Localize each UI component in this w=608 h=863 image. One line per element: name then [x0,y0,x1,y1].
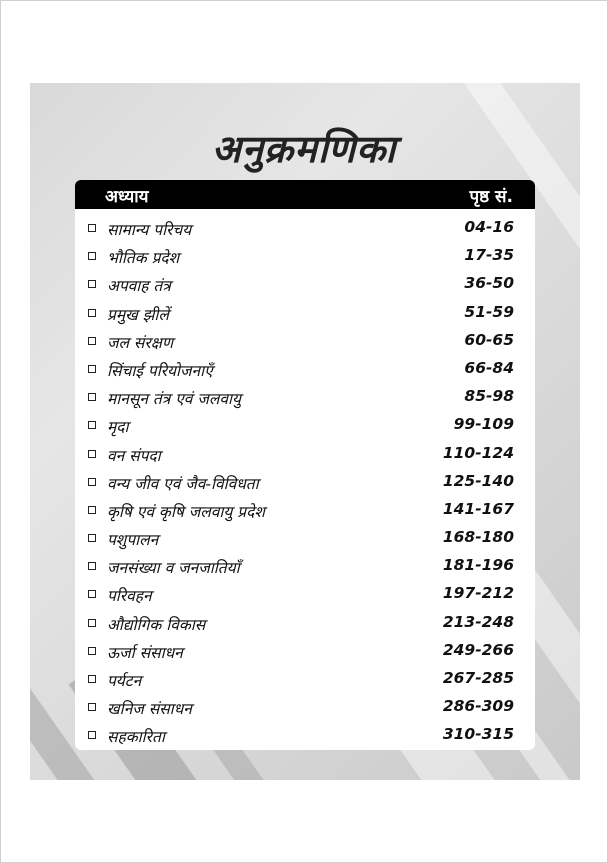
page-range: 04-16 [464,218,514,236]
contents-card [75,180,535,750]
contents-row[interactable] [75,329,535,357]
checkbox-square-icon [88,675,96,683]
chapter-title: जनसंख्या व जनजातियाँ [107,559,240,578]
contents-row[interactable] [75,723,535,751]
contents-row[interactable] [75,357,535,385]
page-range: 60-65 [464,330,514,349]
contents-row[interactable] [75,216,535,244]
page-range: 125-140 [442,471,514,490]
contents-row[interactable] [75,470,535,498]
contents-row[interactable] [75,639,535,667]
chapter-title: सामान्य परिचय [107,221,192,239]
chapter-title: जल संरक्षण [107,333,174,352]
chapter-title: सहकारिता [107,728,165,747]
page-range: 213-248 [442,612,514,631]
chapter-title: ऊर्जा संसाधन [107,643,183,662]
page-range: 181-196 [442,556,514,575]
checkbox-square-icon [88,506,96,514]
contents-row[interactable] [75,526,535,554]
chapter-title: मृदा [107,418,129,437]
contents-row[interactable] [75,582,535,610]
checkbox-square-icon [88,393,96,401]
chapter-title: मानसून तंत्र एवं जलवायु [107,390,241,409]
page-range: 267-285 [442,669,514,687]
contents-row[interactable] [75,498,535,526]
chapter-title: सिंचाई परियोजनाएँ [107,361,213,380]
contents-row[interactable] [75,554,535,582]
chapter-title: खनिज संसाधन [107,700,192,719]
checkbox-square-icon [88,309,96,317]
contents-row[interactable] [75,611,535,639]
page-range: 286-309 [442,697,514,716]
checkbox-square-icon [88,365,96,373]
chapter-title: वन्य जीव एवं जैव-विविधता [107,474,259,493]
page-range: 17-35 [464,246,514,265]
chapter-title: कृषि एवं कृषि जलवायु प्रदेश [107,502,265,521]
contents-row[interactable] [75,667,535,695]
checkbox-square-icon [88,590,96,598]
checkbox-square-icon [88,731,96,739]
checkbox-square-icon [88,562,96,570]
checkbox-square-icon [88,450,96,458]
chapter-title: पशुपालन [107,531,159,550]
page-range: 197-212 [442,584,514,603]
checkbox-square-icon [88,252,96,260]
checkbox-square-icon [88,534,96,542]
checkbox-square-icon [88,421,96,429]
page-range: 141-167 [442,499,514,518]
checkbox-square-icon [88,647,96,655]
contents-list [75,216,535,752]
contents-row[interactable] [75,385,535,413]
chapter-title: परिवहन [107,587,152,606]
checkbox-square-icon [88,337,96,345]
page-range: 310-315 [442,725,514,744]
checkbox-square-icon [88,619,96,627]
contents-row[interactable] [75,695,535,723]
chapter-title: औद्योगिक विकास [107,615,206,634]
chapter-title: भौतिक प्रदेश [107,249,180,268]
contents-row[interactable] [75,442,535,470]
chapter-title: वन संपदा [107,446,161,465]
checkbox-square-icon [88,478,96,486]
contents-header [75,180,535,209]
contents-row[interactable] [75,272,535,300]
page-range: 85-98 [464,387,514,406]
checkbox-square-icon [88,703,96,711]
chapter-column-header: अध्याय [105,187,149,207]
page-title: अनुक्रमणिका [211,126,397,171]
page-range: 249-266 [442,640,514,659]
chapter-title: अपवाह तंत्र [107,277,171,296]
checkbox-square-icon [88,280,96,288]
page-range: 36-50 [464,274,514,293]
page-range: 168-180 [442,528,514,547]
page-range: 51-59 [464,302,514,321]
contents-row[interactable] [75,301,535,329]
page-range: 66-84 [464,358,514,377]
contents-row[interactable] [75,244,535,272]
chapter-title: प्रमुख झीलें [107,305,169,324]
contents-row[interactable] [75,413,535,441]
checkbox-square-icon [88,224,96,232]
page-range: 99-109 [453,415,514,434]
chapter-title: पर्यटन [107,672,142,690]
page-column-header: पृष्ठ सं. [469,187,513,207]
page-range: 110-124 [442,443,514,462]
